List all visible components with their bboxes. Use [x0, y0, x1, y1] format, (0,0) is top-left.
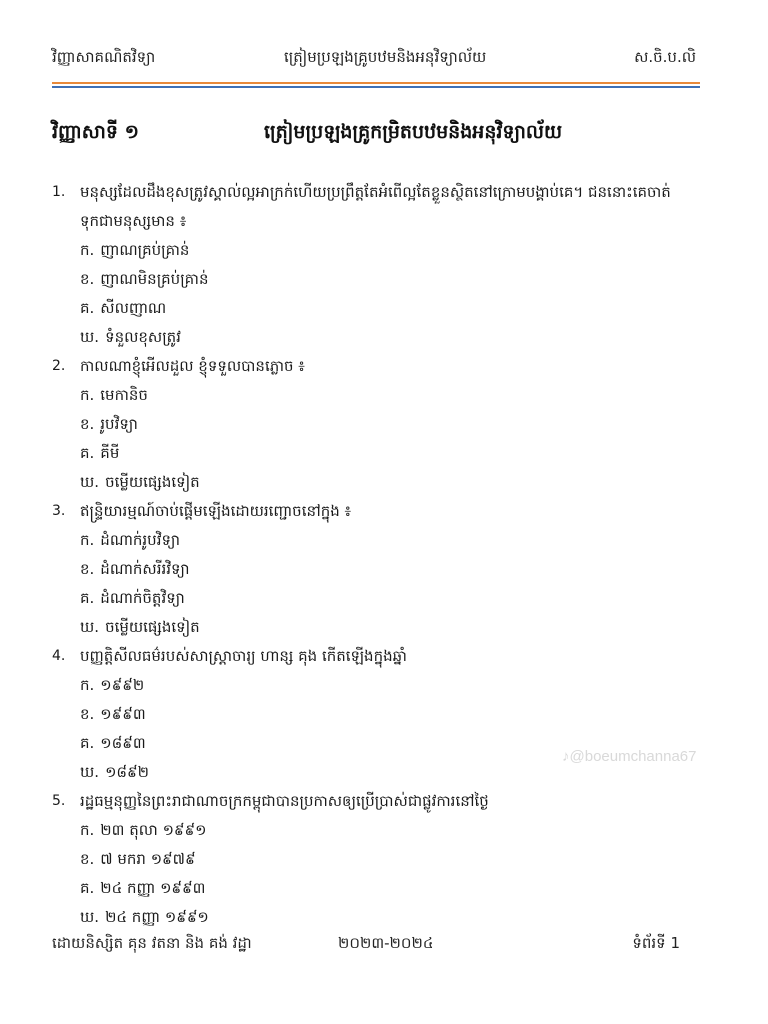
option-a [80, 816, 702, 845]
option-label: គ. [80, 589, 95, 607]
question-5 [52, 787, 702, 932]
question-number: 1. [52, 184, 66, 200]
question-text: រដ្ឋធម្មនុញ្ញនៃព្រះរាជាណាចក្រកម្ពុជាបានប្រកាសឲ្យប្រើប្រាស់ជាផ្លូវការនៅថ្ងៃ [80, 792, 489, 810]
option-c [80, 874, 702, 903]
option-label: ក. [80, 821, 95, 839]
option-text: មេកានិច [100, 386, 148, 404]
question-text: បញ្ញត្តិសីលធម៌របស់សាស្រ្តាចារ្យ ហាន្ស គុង កើតឡើងក្នុងឆ្នាំ [80, 647, 407, 665]
option-text: រូបវិទ្យា [100, 415, 138, 433]
footer-page-number: ទំព័រទី 1 [632, 934, 680, 952]
option-b [80, 555, 702, 584]
option-a [80, 526, 702, 555]
question-number: 2. [52, 358, 66, 374]
option-label: ខ. [80, 415, 95, 433]
watermark: ♪@boeumchanna67 [562, 748, 697, 765]
document-title [52, 120, 700, 150]
option-text: ១៩៩៣ [100, 705, 146, 723]
option-text: ១៨៩២ [105, 763, 150, 781]
option-b [80, 410, 702, 439]
option-d [80, 613, 702, 642]
option-text: ដំណាក់រូបវិទ្យា [100, 531, 180, 549]
option-label: ខ. [80, 560, 95, 578]
option-text: ដំណាក់ចិត្តវិទ្យា [100, 589, 185, 607]
question-3 [52, 497, 702, 642]
option-text: ៧ មករា ១៩៧៩ [100, 850, 196, 868]
question-2 [52, 352, 702, 497]
option-d [80, 903, 702, 932]
option-a [80, 671, 702, 700]
option-b [80, 845, 702, 874]
question-number: 4. [52, 648, 66, 664]
question-text: មនុស្សដែលដឹងខុសត្រូវស្គាល់ល្អអាក្រក់ហើយប្រព្រឹត្តតែអំពើល្អតែខ្លួនស្ថិតនៅក្រោមបង្គាប់គេ។ ជននោះគេចាត់ទុកជាមនុស្សមាន ៖ [80, 183, 671, 230]
option-text: ១៩៩២ [100, 676, 145, 694]
option-label: ឃ. [80, 908, 100, 926]
option-label: ខ. [80, 270, 95, 288]
option-label: ខ. [80, 705, 95, 723]
question-1 [52, 178, 702, 352]
header-right: ស.ចិ.ប.លិ [634, 48, 696, 66]
option-b [80, 265, 702, 294]
option-d [80, 468, 702, 497]
option-label: ឃ. [80, 618, 100, 636]
option-d [80, 323, 702, 352]
question-number: 5. [52, 793, 66, 809]
option-label: ឃ. [80, 763, 100, 781]
option-text: ទំនួលខុសត្រូវ [105, 328, 181, 346]
option-c [80, 584, 702, 613]
option-c [80, 439, 702, 468]
page-header [52, 48, 696, 78]
option-label: ខ. [80, 850, 95, 868]
option-text: គីមី [100, 444, 120, 462]
option-label: ឃ. [80, 473, 100, 491]
exam-number: វិញ្ញាសាទី ១ [52, 121, 139, 143]
question-text: កាលណាខ្ញុំអើលដួល ខ្ញុំទទួលបានភ្លោច ៖ [80, 357, 305, 375]
option-a [80, 236, 702, 265]
question-number: 3. [52, 503, 66, 519]
option-label: គ. [80, 299, 95, 317]
option-label: គ. [80, 444, 95, 462]
option-text: ២៣ តុលា ១៩៩១ [100, 821, 207, 839]
option-text: ២៤ កញ្ញា ១៩៩១ [105, 908, 209, 926]
footer-author: ដោយនិស្សិត គុន វតនា និង គង់ វដ្ឋា [52, 934, 252, 952]
exam-title: ត្រៀមប្រឡងគ្រូកម្រិតបឋមនិងអនុវិទ្យាល័យ [264, 121, 563, 143]
question-list [52, 178, 702, 932]
option-text: ១៨៩៣ [100, 734, 146, 752]
header-subject: វិញ្ញាសាគណិតវិទ្យា [52, 48, 156, 66]
header-rule-orange [52, 82, 700, 84]
option-text: ចម្លើយផ្សេងទៀត [105, 473, 200, 491]
option-text: ចម្លើយផ្សេងទៀត [105, 618, 200, 636]
question-4 [52, 642, 702, 787]
option-label: ក. [80, 531, 95, 549]
option-label: គ. [80, 879, 95, 897]
option-label: ក. [80, 676, 95, 694]
option-b [80, 700, 702, 729]
option-text: ២៤ កញ្ញា ១៩៩៣ [100, 879, 206, 897]
header-title: ត្រៀមប្រឡងគ្រូបឋមនិងអនុវិទ្យាល័យ [284, 48, 487, 66]
option-label: ក. [80, 241, 95, 259]
option-text: ញាណគ្រប់គ្រាន់ [100, 241, 190, 259]
option-text: ញាណមិនគ្រប់គ្រាន់ [100, 270, 209, 288]
page-footer [52, 934, 680, 960]
header-rule-blue [52, 86, 700, 88]
option-label: គ. [80, 734, 95, 752]
option-label: ក. [80, 386, 95, 404]
option-c [80, 294, 702, 323]
option-text: ដំណាក់សរីរវិទ្យា [100, 560, 190, 578]
footer-year: ២០២៣-២០២៤ [338, 934, 434, 952]
option-label: ឃ. [80, 328, 100, 346]
option-text: សីលញាណ [100, 299, 167, 317]
option-a [80, 381, 702, 410]
question-text: ឥន្ទ្រិយារម្មណ៍ចាប់ផ្តើមឡើងដោយរញ្ជោចនៅក្នុង ៖ [80, 502, 352, 520]
